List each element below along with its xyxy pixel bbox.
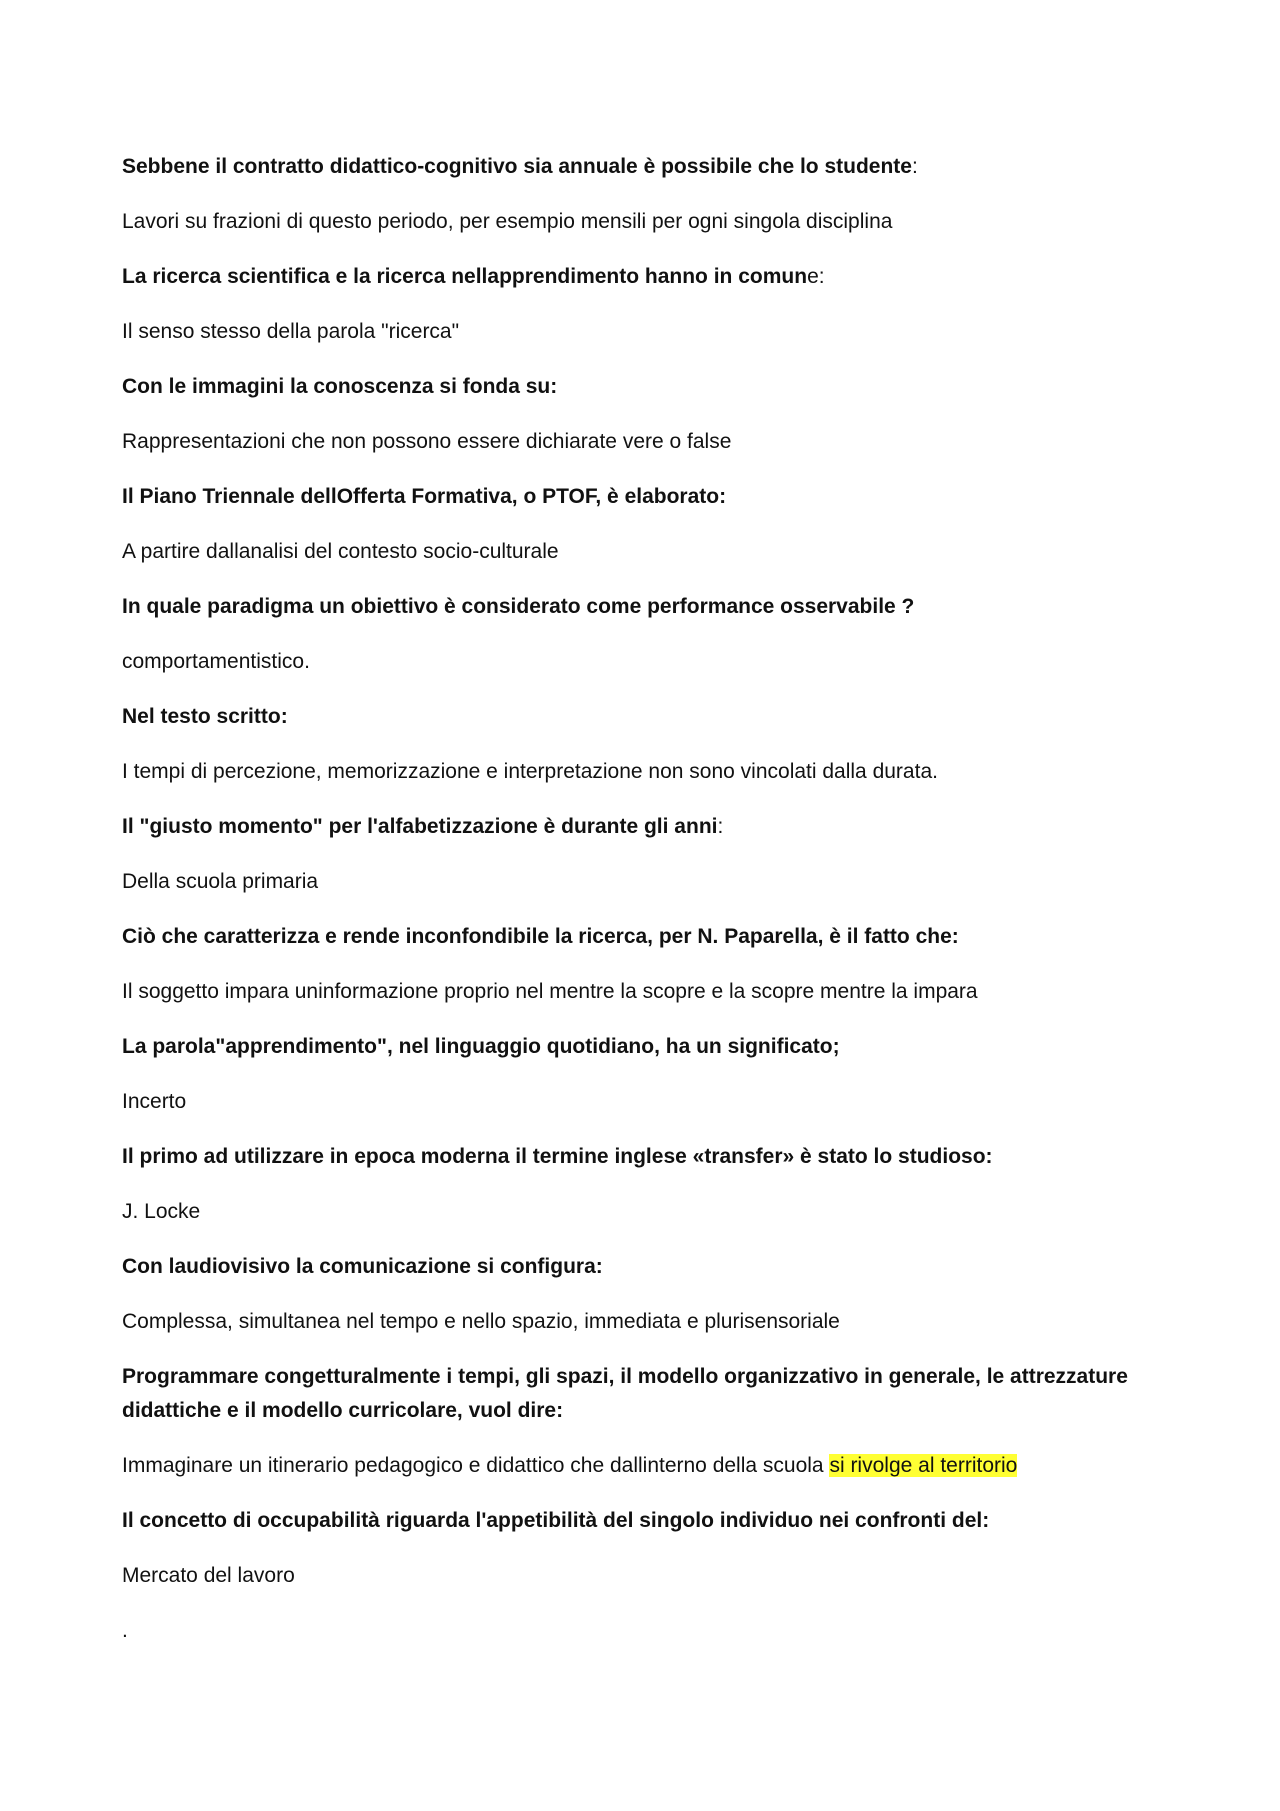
question: Ciò che caratterizza e rende inconfondibile la ricerca, per N. Paparella, è il fatto che:	[122, 925, 959, 948]
qa-item	[122, 480, 1132, 569]
answer: Della scuola primaria	[122, 870, 319, 893]
question: Il primo ad utilizzare in epoca moderna il termine inglese «transfer» è stato lo studioso:	[122, 1145, 993, 1168]
question: La ricerca scientifica e la ricerca nellapprendimento hanno in comune:	[122, 265, 825, 288]
qa-item	[122, 920, 1132, 1009]
qa-item	[122, 150, 1132, 239]
question: Il concetto di occupabilità riguarda l'appetibilità del singolo individuo nei confronti del:	[122, 1509, 990, 1532]
question: Nel testo scritto:	[122, 705, 288, 728]
answer: Immaginare un itinerario pedagogico e didattico che dallinterno della scuola si rivolge al territorio	[122, 1454, 1018, 1477]
qa-item	[122, 1250, 1132, 1339]
question: La parola"apprendimento", nel linguaggio quotidiano, ha un significato;	[122, 1035, 840, 1058]
answer: Complessa, simultanea nel tempo e nello spazio, immediata e plurisensoriale	[122, 1310, 840, 1333]
qa-item	[122, 590, 1132, 679]
qa-item	[122, 370, 1132, 459]
answer: Il soggetto impara uninformazione proprio nel mentre la scopre e la scopre mentre la impara	[122, 980, 978, 1003]
answer: Incerto	[122, 1090, 187, 1113]
answer: Lavori su frazioni di questo periodo, per esempio mensili per ogni singola disciplina	[122, 210, 893, 233]
question: Programmare congetturalmente i tempi, gli spazi, il modello organizzativo in generale, le attrezzature didattiche e il modello curricolare, vuol dire:	[122, 1365, 1128, 1422]
qa-item	[122, 1504, 1132, 1593]
qa-item	[122, 700, 1132, 789]
answer: A partire dallanalisi del contesto socio-culturale	[122, 540, 559, 563]
question: Sebbene il contratto didattico-cognitivo sia annuale è possibile che lo studente:	[122, 155, 918, 178]
question: Con le immagini la conoscenza si fonda su:	[122, 375, 558, 398]
answer: I tempi di percezione, memorizzazione e interpretazione non sono vincolati dalla durata.	[122, 760, 938, 783]
question: Con laudiovisivo la comunicazione si configura:	[122, 1255, 603, 1278]
answer: Il senso stesso della parola "ricerca"	[122, 320, 460, 343]
answer: Rappresentazioni che non possono essere dichiarate vere o false	[122, 430, 732, 453]
qa-item	[122, 1360, 1132, 1483]
question: Il Piano Triennale dellOfferta Formativa, o PTOF, è elaborato:	[122, 485, 727, 508]
qa-item	[122, 1030, 1132, 1119]
qa-item	[122, 260, 1132, 349]
qa-item	[122, 810, 1132, 899]
question: In quale paradigma un obiettivo è considerato come performance osservabile ?	[122, 595, 915, 618]
question: Il "giusto momento" per l'alfabetizzazione è durante gli anni:	[122, 815, 724, 838]
trailing-dot: .	[122, 1619, 128, 1642]
answer: comportamentistico.	[122, 650, 310, 673]
highlighted-text: si rivolge al territorio	[829, 1454, 1018, 1477]
answer: Mercato del lavoro	[122, 1564, 295, 1587]
answer: J. Locke	[122, 1200, 201, 1223]
qa-item	[122, 1140, 1132, 1229]
document-body	[122, 150, 1132, 1648]
